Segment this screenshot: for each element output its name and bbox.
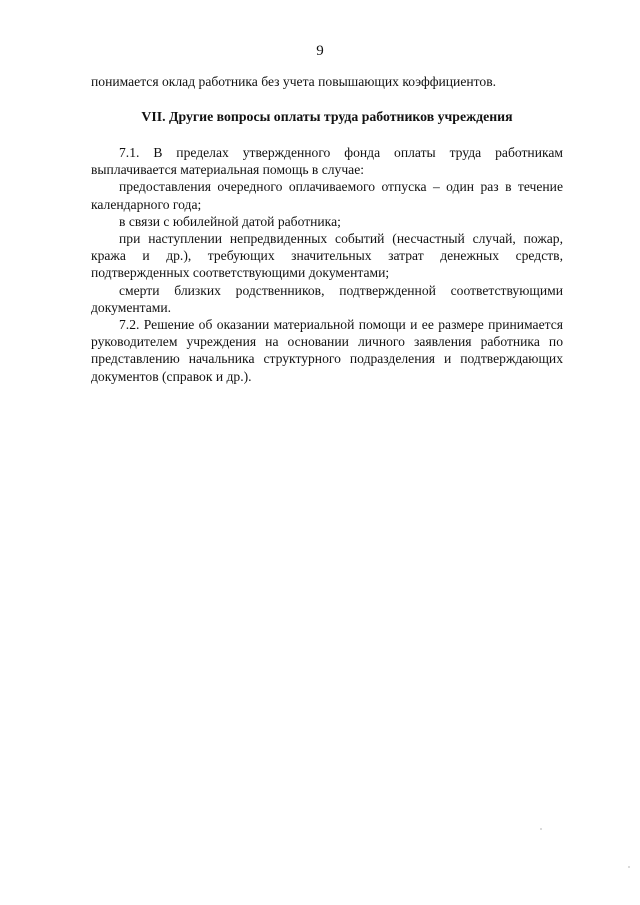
paragraph-anniversary: в связи с юбилейной датой работника; xyxy=(119,213,341,229)
page-number: 9 xyxy=(316,43,324,59)
paragraph-unforeseen-events: при наступлении непредвиденных событий (несчастный случай, пожар, кража и др.), требующих значительных затрат денежных средств, подтвержденных соответствующими документами; xyxy=(91,231,563,281)
paragraph-7-2: 7.2. Решение об оказании материальной помощи и ее размере принимается руководителем учреждения на основании личного заявления работника по представлению начальника структурного подразделения и подтверждающих документов (справок и др.). xyxy=(91,317,563,384)
scan-speck xyxy=(540,828,542,830)
section-title: VII. Другие вопросы оплаты труда работников учреждения xyxy=(141,109,513,124)
paragraph-7-1: 7.1. В пределах утвержденного фонда оплаты труда работникам выплачивается материальная помощь в случае: xyxy=(91,145,563,178)
lead-line: понимается оклад работника без учета повышающих коэффициентов. xyxy=(91,74,497,89)
section-body xyxy=(91,144,563,385)
paragraph-vacation: предоставления очередного оплачиваемого отпуска – один раз в течение календарного года; xyxy=(91,179,563,212)
scan-speck xyxy=(628,866,630,868)
paragraph-relatives-death: смерти близких родственников, подтвержденной соответствующими документами. xyxy=(91,282,563,315)
